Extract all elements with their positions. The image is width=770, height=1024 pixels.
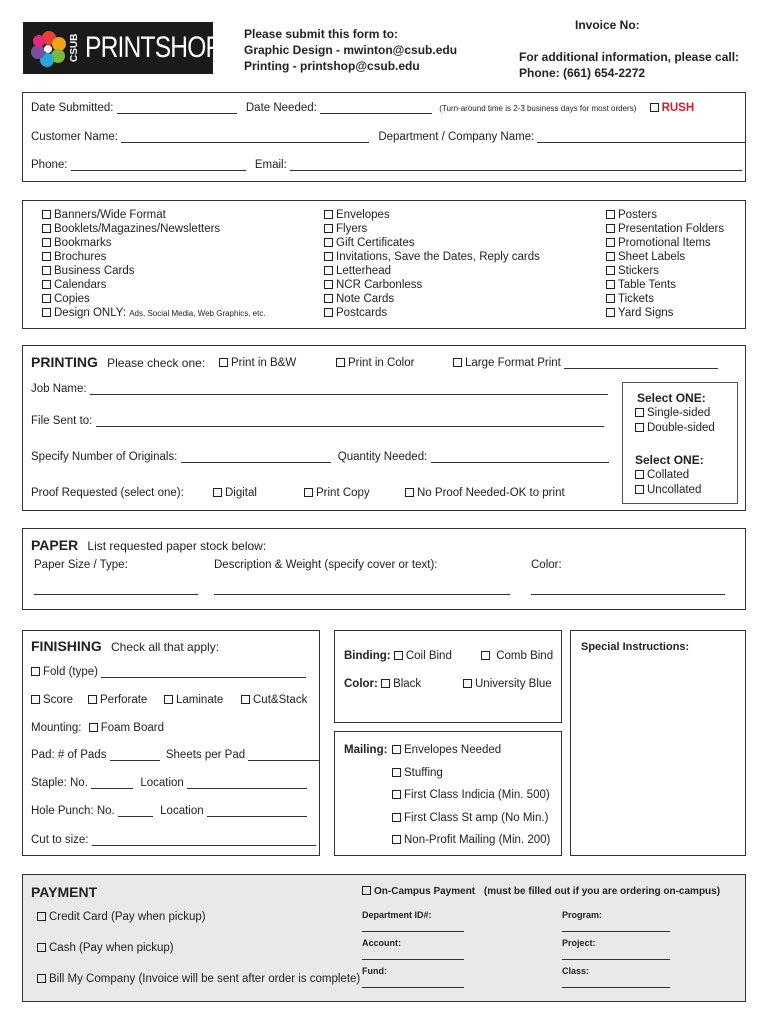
turnaround-note: (Turn-around time is 2-3 business days for most orders) — [439, 104, 637, 113]
col3-option[interactable]: Sheet Labels — [606, 251, 685, 263]
invoice-label: Invoice No: — [575, 18, 640, 32]
large-format-option[interactable]: Large Format Print — [453, 357, 718, 369]
bill-company-option[interactable]: Bill My Company (Invoice will be sent after order is complete) — [37, 973, 360, 985]
customer-label: Customer Name: — [31, 131, 118, 143]
fund-field[interactable] — [362, 987, 464, 988]
col3-option[interactable]: Table Tents — [606, 279, 676, 291]
date-submitted-label: Date Submitted: — [31, 102, 114, 114]
color-row: Color: Black — [344, 678, 422, 690]
department-label: Department / Company Name: — [378, 131, 535, 143]
print-bw-option[interactable]: Print in B&W — [219, 357, 296, 369]
col2-option[interactable]: Note Cards — [324, 293, 394, 305]
col1-option[interactable]: Brochures — [42, 251, 106, 263]
col3-option[interactable]: Tickets — [606, 293, 654, 305]
submit-heading: Please submit this form to: — [244, 27, 399, 41]
project-label: Project: — [562, 938, 596, 948]
pad-row: Pad: # of Pads Sheets per Pad — [31, 749, 320, 761]
select-one-label-2: Select ONE: — [635, 453, 704, 467]
finishing-header: FINISHING Check all that apply: — [31, 638, 220, 654]
printing-header-row — [31, 354, 205, 370]
date-needed-label: Date Needed: — [245, 102, 317, 114]
col2-option[interactable]: Gift Certificates — [324, 237, 415, 249]
col1-option[interactable]: Bookmarks — [42, 237, 112, 249]
col2-option[interactable]: Invitations, Save the Dates, Reply cards — [324, 251, 540, 263]
program-field[interactable] — [562, 931, 670, 932]
rush-checkbox[interactable] — [650, 103, 659, 112]
proof-digital-option[interactable]: Digital — [213, 487, 257, 499]
date-submitted-field[interactable] — [117, 103, 237, 114]
printing-check-label: Please check one: — [107, 356, 206, 370]
email-label: Email: — [254, 159, 287, 171]
col3-option[interactable]: Presentation Folders — [606, 223, 724, 235]
mailing-option[interactable]: First Class Indicia (Min. 500) — [392, 789, 550, 801]
collated-option[interactable]: Collated — [635, 469, 689, 481]
printshop-logo — [23, 22, 222, 74]
contact-row — [31, 159, 742, 171]
dept-id-field[interactable] — [362, 931, 464, 932]
paper-desc-field[interactable] — [214, 594, 510, 595]
col2-option[interactable]: NCR Carbonless — [324, 279, 422, 291]
date-needed-field[interactable] — [320, 103, 432, 114]
double-sided-option[interactable]: Double-sided — [635, 422, 715, 434]
score-option[interactable]: Score — [31, 694, 73, 706]
class-label: Class: — [562, 966, 590, 976]
fund-label: Fund: — [362, 966, 387, 976]
fold-option[interactable]: Fold (type) — [31, 666, 306, 678]
paper-color-label: Color: — [531, 559, 562, 571]
black-checkbox[interactable] — [381, 679, 390, 688]
col1-option[interactable]: Calendars — [42, 279, 106, 291]
binding-row: Binding: Coil Bind — [344, 650, 452, 662]
email-field[interactable] — [290, 160, 742, 171]
date-submitted-row — [31, 102, 694, 114]
program-label: Program: — [562, 910, 603, 920]
col3-option[interactable]: Promotional Items — [606, 237, 711, 249]
special-instructions-title: Special Instructions: — [581, 641, 690, 653]
coil-bind-checkbox[interactable] — [394, 651, 403, 660]
mounting-row: Mounting: Foam Board — [31, 722, 164, 734]
cutstack-option[interactable]: Cut&Stack — [241, 694, 307, 706]
col1-option[interactable]: Banners/Wide Format — [42, 209, 166, 221]
file-sent-field[interactable] — [96, 416, 604, 427]
mailing-option[interactable]: First Class St amp (No Min.) — [392, 812, 548, 824]
info-heading: For additional information, please call: — [519, 50, 740, 64]
cash-option[interactable]: Cash (Pay when pickup) — [37, 942, 174, 954]
logo-big-text: PRINTSHOP — [85, 31, 222, 64]
originals-row: Specify Number of Originals: Quantity Needed: — [31, 451, 609, 463]
col1-option[interactable]: Copies — [42, 293, 90, 305]
rush-label: RUSH — [661, 102, 695, 114]
perforate-option[interactable]: Perforate — [88, 694, 147, 706]
class-field[interactable] — [562, 987, 670, 988]
col2-option[interactable]: Envelopes — [324, 209, 390, 221]
staple-row: Staple: No. Location — [31, 777, 307, 789]
hole-punch-row: Hole Punch: No. Location — [31, 805, 307, 817]
proof-label: Proof Requested (select one): — [31, 487, 184, 499]
customer-field[interactable] — [121, 132, 369, 143]
paper-size-field[interactable] — [34, 594, 198, 595]
foam-board-checkbox[interactable] — [89, 723, 98, 732]
job-name-field[interactable] — [90, 384, 608, 395]
single-sided-option[interactable]: Single-sided — [635, 407, 710, 419]
printing-title: PRINTING — [31, 354, 98, 370]
mailing-label: Mailing: — [344, 744, 388, 756]
file-sent-row: File Sent to: — [31, 415, 604, 427]
select-one-label-1: Select ONE: — [637, 391, 706, 405]
laminate-option[interactable]: Laminate — [164, 694, 223, 706]
binding-box — [334, 630, 562, 723]
finishing-box — [22, 630, 320, 856]
printing-contact: Printing - printshop@csub.edu — [244, 59, 420, 73]
paper-color-field[interactable] — [531, 594, 725, 595]
on-campus-option[interactable]: On-Campus Payment (must be filled out if you are ordering on-campus) — [362, 886, 720, 897]
col3-option[interactable]: Posters — [606, 209, 657, 221]
col2-option[interactable]: Postcards — [324, 307, 387, 319]
account-field[interactable] — [362, 959, 464, 960]
paper-desc-label: Description & Weight (specify cover or text): — [214, 559, 438, 571]
uncollated-option[interactable]: Uncollated — [635, 484, 701, 496]
proof-printcopy-option[interactable]: Print Copy — [304, 487, 370, 499]
mailing-option[interactable]: Stuffing — [392, 767, 443, 779]
col1-option[interactable]: Booklets/Magazines/Newsletters — [42, 223, 220, 235]
col3-option[interactable]: Yard Signs — [606, 307, 673, 319]
university-blue-option[interactable]: University Blue — [463, 678, 552, 690]
quantity-field[interactable] — [431, 452, 609, 463]
mailing-option[interactable]: Envelopes Needed — [392, 744, 501, 756]
product-design-only[interactable]: Design ONLY: Ads, Social Media, Web Graphics, etc. — [42, 307, 266, 319]
dept-id-label: Department ID#: — [362, 910, 432, 920]
job-name-row: Job Name: — [31, 383, 608, 395]
mailing-option[interactable]: Non-Profit Mailing (Min. 200) — [392, 834, 550, 846]
phone-label: Phone: — [31, 159, 68, 171]
cut-size-row: Cut to size: — [31, 834, 316, 846]
col1-option[interactable]: Business Cards — [42, 265, 135, 277]
originals-field[interactable] — [181, 452, 331, 463]
logo-small-text: CSUB — [69, 33, 80, 62]
project-field[interactable] — [562, 959, 670, 960]
flower-logo-icon — [29, 28, 69, 68]
paper-header: PAPER List requested paper stock below: — [31, 537, 267, 553]
credit-card-option[interactable]: Credit Card (Pay when pickup) — [37, 911, 206, 923]
department-field[interactable] — [537, 132, 745, 143]
col3-option[interactable]: Stickers — [606, 265, 659, 277]
phone-number: Phone: (661) 654-2272 — [519, 66, 646, 80]
payment-title: PAYMENT — [31, 884, 98, 900]
no-proof-option[interactable]: No Proof Needed-OK to print — [405, 487, 565, 499]
col2-option[interactable]: Letterhead — [324, 265, 391, 277]
comb-bind-option[interactable]: Comb Bind — [481, 650, 553, 662]
phone-field[interactable] — [71, 160, 246, 171]
special-instructions-box[interactable] — [570, 630, 746, 856]
design-contact: Graphic Design - mwinton@csub.edu — [244, 43, 458, 57]
customer-row — [31, 131, 745, 143]
account-label: Account: — [362, 938, 401, 948]
print-color-option[interactable]: Print in Color — [336, 357, 414, 369]
paper-size-label: Paper Size / Type: — [34, 559, 128, 571]
col2-option[interactable]: Flyers — [324, 223, 367, 235]
